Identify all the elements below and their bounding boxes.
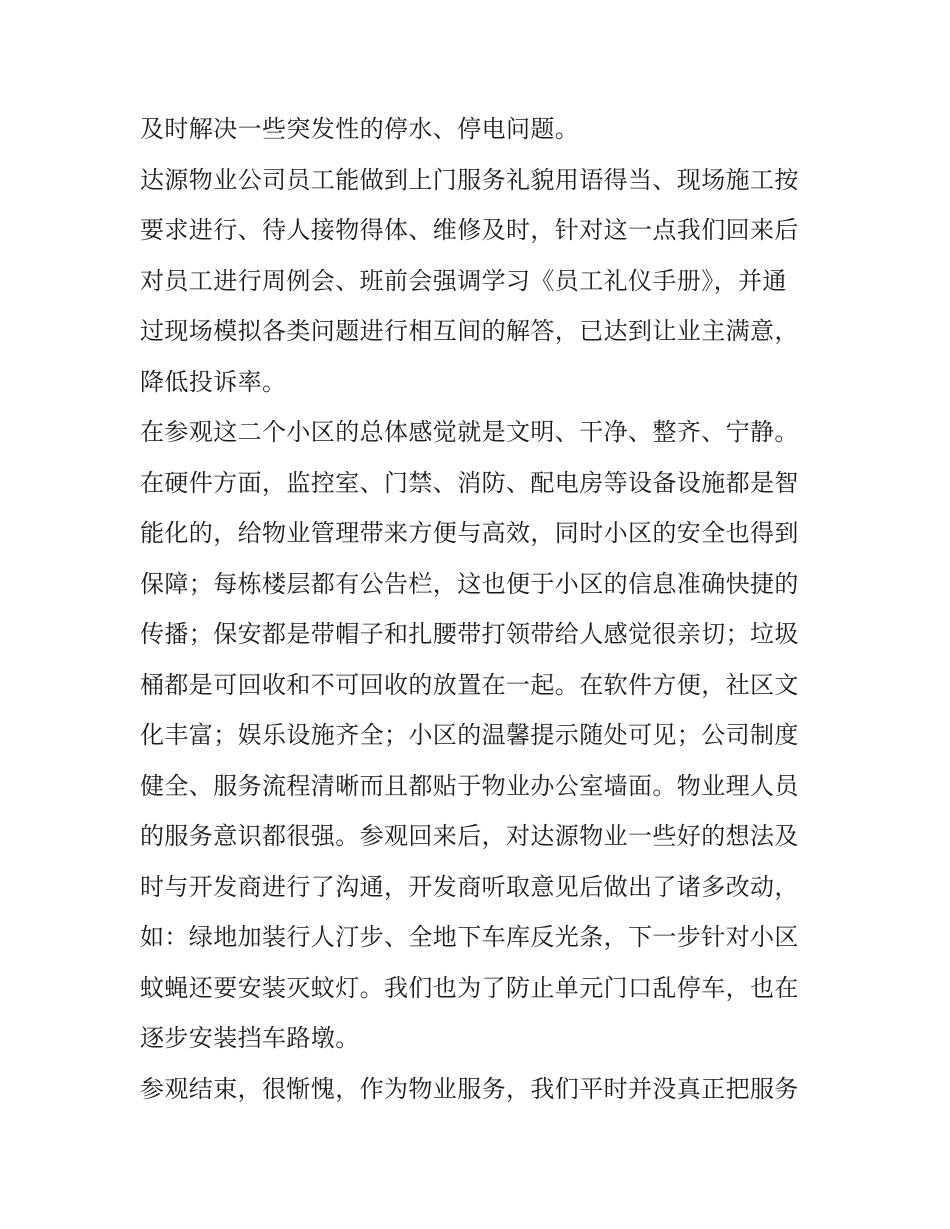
text-line: 的服务意识都很强。参观回来后，对达源物业一些好的想法及 (140, 822, 799, 850)
text-line: 对员工进行周例会、班前会强调学习《员工礼仪手册》，并通 (140, 266, 787, 295)
text-line: 桶都是可回收和不可回收的放置在一起。在软件方便，社区文 (140, 670, 799, 699)
text-line: 蚊蝇还要安装灭蚊灯。我们也为了防止单元门口乱停车，也在 (140, 973, 799, 1002)
text-line: 达源物业公司员工能做到上门服务礼貌用语得当、现场施工按 (140, 165, 799, 194)
text-line: 要求进行、待人接物得体、维修及时，针对这一点我们回来后 (140, 216, 799, 244)
text-line: 降低投诉率。 (140, 367, 287, 396)
text-line: 在参观这二个小区的总体感觉就是文明、干净、整齐、宁静。 (140, 418, 799, 446)
text-line: 过现场模拟各类问题进行相互间的解答，已达到让业主满意， (140, 317, 799, 345)
text-line: 化丰富；娱乐设施齐全；小区的温馨提示随处可见；公司制度 (140, 721, 799, 749)
text-line: 健全、服务流程清晰而且都贴于物业办公室墙面。物业理人员 (140, 771, 799, 800)
text-line: 能化的，给物业管理带来方便与高效，同时小区的安全也得到 (140, 519, 799, 547)
text-line: 如：绿地加装行人汀步、全地下车库反光条，下一步针对小区 (140, 923, 799, 951)
text-line: 传播；保安都是带帽子和扎腰带打领带给人感觉很亲切；垃圾 (140, 620, 799, 648)
text-line: 及时解决一些突发性的停水、停电问题。 (140, 115, 580, 143)
text-line: 时与开发商进行了沟通，开发商听取意见后做出了诸多改动， (140, 872, 799, 901)
text-line: 在硬件方面，监控室、门禁、消防、配电房等设备设施都是智 (140, 468, 799, 497)
text-line: 逐步安装挡车路墩。 (140, 1024, 360, 1052)
text-line: 保障；每栋楼层都有公告栏，这也便于小区的信息准确快捷的 (140, 569, 799, 598)
text-line: 参观结束，很惭愧，作为物业服务，我们平时并没真正把服务 (140, 1074, 799, 1103)
body-text (140, 104, 820, 1114)
